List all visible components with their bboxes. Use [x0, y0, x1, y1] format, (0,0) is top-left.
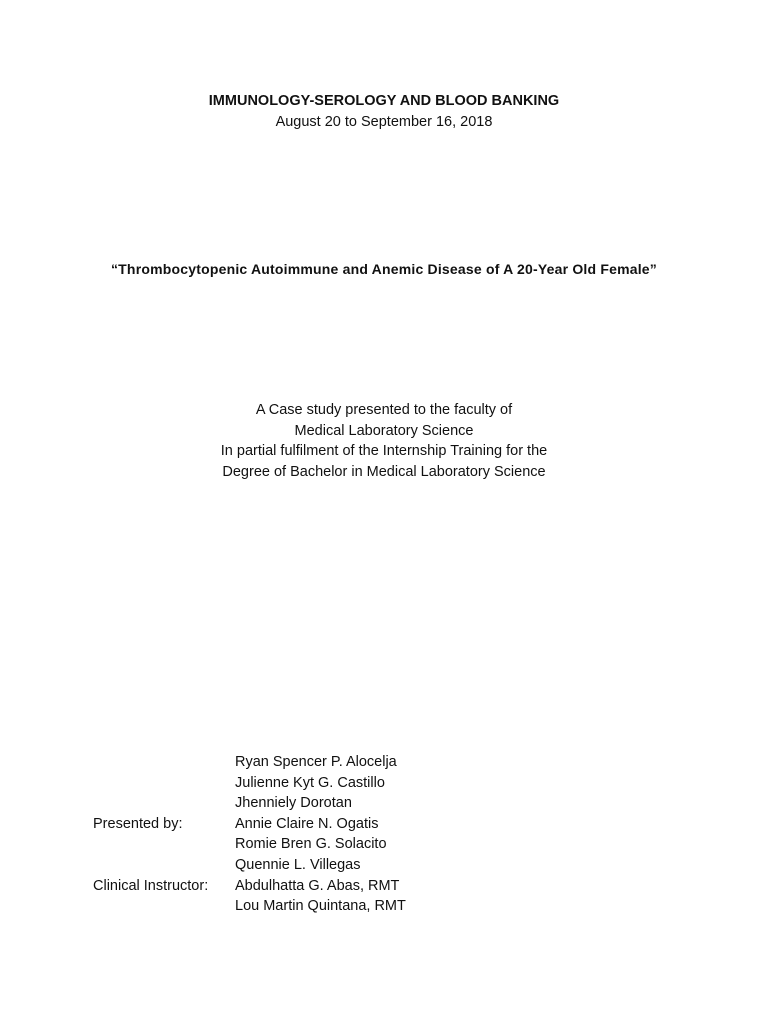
- credit-row: [93, 814, 406, 835]
- credit-label-empty: [93, 896, 235, 917]
- instructor-name: Lou Martin Quintana, RMT: [235, 898, 406, 915]
- credit-row: [93, 834, 406, 855]
- credit-row: [93, 855, 406, 876]
- credit-row: [93, 896, 406, 917]
- credit-label-empty: [93, 752, 235, 773]
- credit-label-empty: [93, 773, 235, 794]
- course-dates: August 20 to September 16, 2018: [275, 114, 493, 130]
- credit-label-empty: [93, 793, 235, 814]
- statement-line: In partial fulfilment of the Internship Training for the: [220, 443, 548, 460]
- credit-label-empty: [93, 855, 235, 876]
- credit-row: [93, 752, 406, 773]
- student-name: Quennie L. Villegas: [235, 856, 361, 873]
- student-name: Annie Claire N. Ogatis: [235, 815, 379, 832]
- student-name: Julienne Kyt G. Castillo: [235, 774, 385, 791]
- statement-line: Medical Laboratory Science: [294, 422, 474, 439]
- credit-row: [93, 876, 406, 897]
- statement-line: Degree of Bachelor in Medical Laboratory Science: [222, 463, 546, 480]
- presentation-statement: [0, 400, 768, 482]
- instructor-name: Abdulhatta G. Abas, RMT: [235, 877, 400, 894]
- student-name: Romie Bren G. Solacito: [235, 836, 387, 853]
- credit-label-empty: [93, 834, 235, 855]
- clinical-instructor-label: Clinical Instructor:: [93, 877, 209, 894]
- course-title: IMMUNOLOGY-SEROLOGY AND BLOOD BANKING: [208, 93, 560, 109]
- credits-block: [93, 752, 406, 917]
- credit-row: [93, 773, 406, 794]
- credit-row: [93, 793, 406, 814]
- case-study-title: “Thrombocytopenic Autoimmune and Anemic Disease of A 20-Year Old Female”: [110, 261, 657, 277]
- presented-by-label: Presented by:: [93, 815, 183, 832]
- student-name: Jhenniely Dorotan: [235, 795, 352, 812]
- student-name: Ryan Spencer P. Alocelja: [235, 754, 397, 770]
- statement-line: A Case study presented to the faculty of: [255, 402, 513, 418]
